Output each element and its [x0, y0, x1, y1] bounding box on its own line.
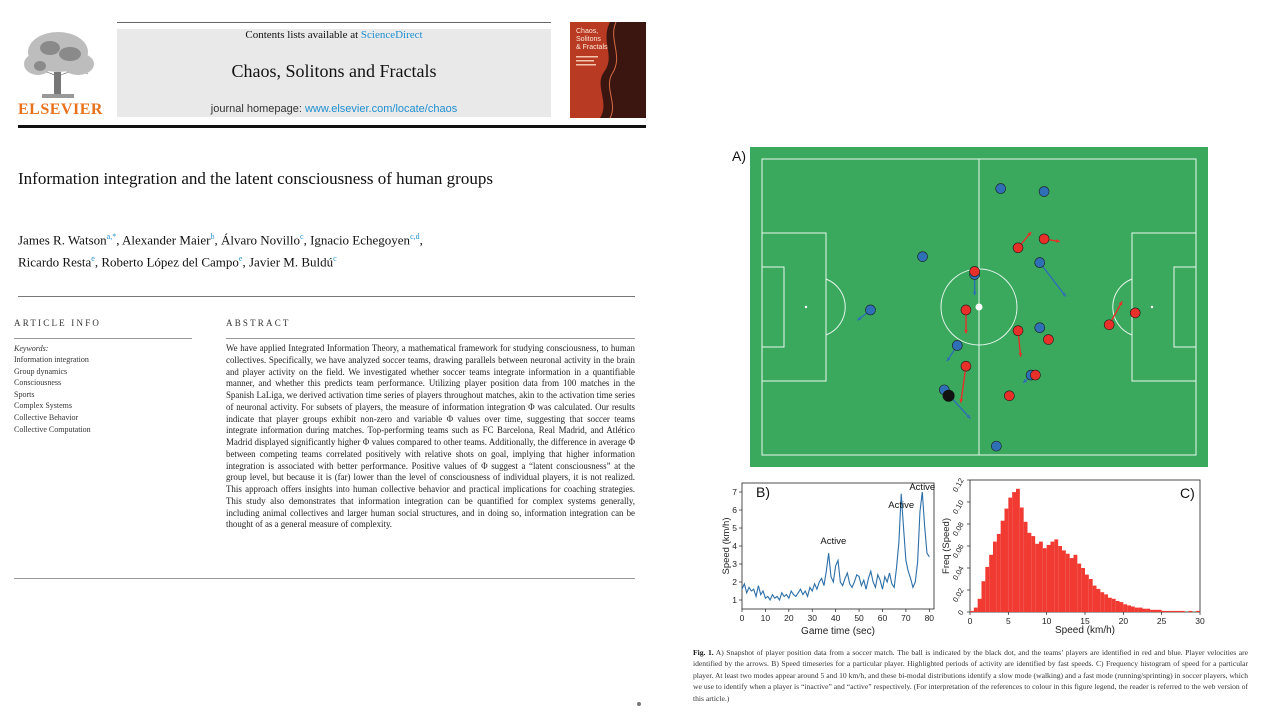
- author-separator: ,: [116, 232, 122, 248]
- histogram-bar: [1070, 558, 1074, 612]
- x-tick-label: 20: [1118, 616, 1129, 626]
- red-player-marker: [1104, 320, 1114, 330]
- elsevier-tree-logo-icon: [18, 28, 98, 100]
- author-name: Ignacio Echegoyen: [310, 232, 411, 248]
- histogram-bar: [1028, 533, 1032, 612]
- cover-title-line-2: Solitons: [576, 36, 601, 43]
- x-tick-label: 60: [877, 613, 888, 623]
- red-player-marker: [1013, 243, 1023, 253]
- histogram-bar: [1089, 579, 1093, 612]
- histogram-bar: [1166, 611, 1170, 612]
- page-dot: [637, 702, 641, 706]
- panel-c-label: C): [1180, 485, 1195, 501]
- histogram-bar: [1093, 586, 1097, 612]
- paper-title: Information integration and the latent consciousness of human groups: [18, 169, 493, 188]
- histogram-bar: [1043, 548, 1047, 612]
- red-player-marker: [1130, 308, 1140, 318]
- y-tick-label: 0.04: [950, 564, 966, 582]
- cover-title-line-1: Chaos,: [576, 28, 599, 35]
- histogram-bar: [1169, 611, 1173, 612]
- cover-title-line-3: & Fractals: [576, 44, 608, 51]
- contents-prefix: Contents lists available at: [245, 29, 361, 41]
- histogram-bar: [982, 581, 986, 612]
- histogram-bar: [1158, 610, 1162, 612]
- elsevier-wordmark: ELSEVIER: [18, 101, 103, 118]
- sciencedirect-link[interactable]: ScienceDirect: [360, 29, 423, 41]
- histogram-bar: [1143, 609, 1147, 612]
- y-axis-label: Speed (km/h): [721, 517, 732, 575]
- histogram-bar: [1154, 610, 1158, 612]
- x-axis-label: Speed (km/h): [1054, 625, 1116, 636]
- y-tick-label: 0.02: [950, 586, 966, 604]
- histogram-bar: [1116, 601, 1120, 612]
- caption-label: Fig. 1.: [693, 648, 714, 657]
- caption-text: A) Snapshot of player position data from a soccer match. The ball is indicated by the black dot, and the teams’ players are identified in red and blue. Player velocities are identified by the arrows. B) Speed timeseries for a particular player. Highlighted periods of activity are identified by fast speeds. C) Frequency histogram of speed for a particular player. At least two modes appear around 5 and 10 km/h, and these bi-modal distributions identify a slow mode (walking) and a fast mode (running/sprinting) in soccer players, which we use to identify when a player is “inactive” and “active” respectively. (For interpretation of the references to colour in this figure legend, the reader is referred to the web version of this article.): [693, 648, 1248, 703]
- histogram-bar: [1031, 536, 1035, 612]
- keyword-item: Consciousness: [14, 378, 62, 388]
- author-separator: ,: [419, 232, 423, 248]
- x-tick-label: 5: [1005, 616, 1011, 626]
- histogram-bar: [997, 534, 1001, 612]
- author-affiliation-link[interactable]: a,*: [106, 232, 117, 241]
- author-affiliation-link[interactable]: e: [238, 254, 243, 264]
- histogram-bar: [1120, 602, 1124, 612]
- red-player-marker: [1030, 370, 1040, 380]
- histogram-bar: [1139, 608, 1143, 612]
- red-player-marker: [1004, 391, 1014, 401]
- histogram-bar: [1085, 575, 1089, 612]
- x-tick-label: 30: [1195, 616, 1205, 626]
- panel-b-label: B): [756, 484, 770, 500]
- y-tick-label: 7: [732, 487, 737, 497]
- y-axis-label: Freq (Speed): [941, 518, 952, 574]
- red-player-marker: [961, 305, 971, 315]
- histogram-bar: [1005, 509, 1009, 612]
- blue-player-marker: [1035, 258, 1045, 268]
- x-tick-label: 50: [854, 613, 864, 623]
- red-player-marker: [1039, 234, 1049, 244]
- y-tick-label: 0.06: [950, 542, 966, 560]
- author-affiliation-link[interactable]: e: [91, 254, 95, 264]
- speed-timeseries-chart: [720, 477, 940, 642]
- article-info-rule: [14, 338, 192, 339]
- author-name: Javier M. Buldú: [248, 254, 334, 270]
- x-axis-label: Game time (sec): [801, 626, 875, 637]
- red-player-marker: [1013, 326, 1023, 336]
- keywords-list: [14, 354, 194, 435]
- histogram-bar: [1062, 550, 1066, 612]
- y-tick-label: 1: [732, 595, 737, 605]
- histogram-bar: [1054, 539, 1058, 612]
- histogram-bar: [1047, 545, 1051, 612]
- homepage-prefix: journal homepage:: [210, 103, 305, 115]
- abstract-heading: ABSTRACT: [226, 318, 291, 328]
- contents-line: [117, 29, 551, 41]
- histogram-bar: [1097, 589, 1101, 612]
- keyword-item: Group dynamics: [14, 366, 68, 376]
- soccer-pitch-snapshot: [750, 147, 1208, 467]
- x-tick-label: 0: [967, 616, 973, 626]
- author-name: James R. Watson: [18, 232, 107, 248]
- histogram-bar: [1024, 522, 1028, 612]
- author-list: [18, 227, 578, 272]
- author-name: Alexander Maier: [122, 232, 211, 248]
- author-separator: ,: [214, 232, 221, 248]
- x-tick-label: 25: [1156, 616, 1167, 626]
- histogram-bar: [1196, 611, 1200, 612]
- x-tick-label: 80: [924, 613, 935, 623]
- active-annotation: Active: [888, 500, 915, 512]
- y-tick-label: 5: [732, 523, 737, 533]
- histogram-bar: [1077, 564, 1081, 612]
- keyword-item: Collective Computation: [14, 424, 91, 434]
- y-tick-label: 2: [732, 577, 737, 587]
- blue-player-marker: [952, 340, 962, 350]
- homepage-link[interactable]: www.elsevier.com/locate/chaos: [304, 103, 458, 115]
- histogram-bar: [1058, 546, 1062, 612]
- histogram-bar: [1108, 598, 1112, 612]
- blue-player-marker: [918, 252, 928, 262]
- histogram-bar: [1074, 555, 1078, 612]
- red-player-marker: [1043, 335, 1053, 345]
- author-separator: ,: [94, 254, 102, 270]
- histogram-bar: [1173, 611, 1177, 612]
- header-rule-bottom: [18, 125, 646, 128]
- center-ball-marker: [976, 304, 983, 311]
- histogram-bar: [1051, 542, 1055, 612]
- y-tick-label: 0: [955, 608, 966, 617]
- keywords-label: Keywords:: [14, 344, 49, 353]
- active-annotation: Active: [909, 482, 936, 494]
- abstract-bottom-rule: [14, 578, 635, 579]
- x-tick-label: 30: [807, 613, 817, 623]
- x-tick-label: 20: [784, 613, 794, 623]
- histogram-bar: [1127, 605, 1131, 612]
- author-separator: ,: [242, 254, 249, 270]
- header-rule-top: [117, 22, 551, 23]
- keyword-item: Collective Behavior: [14, 412, 79, 422]
- speed-histogram-chart: [938, 470, 1208, 640]
- histogram-bar: [1112, 599, 1116, 612]
- histogram-bar: [1039, 542, 1043, 612]
- active-annotation: Active: [820, 536, 847, 548]
- journal-cover-image: [570, 22, 646, 118]
- histogram-bar: [978, 599, 982, 612]
- author-line-2: [18, 249, 578, 271]
- histogram-bar: [1020, 508, 1024, 613]
- blue-player-marker: [1035, 323, 1045, 333]
- x-tick-label: 10: [1041, 616, 1052, 626]
- author-name: Roberto López del Campo: [101, 254, 239, 270]
- y-tick-label: 4: [732, 541, 737, 551]
- author-separator: ,: [303, 232, 311, 248]
- homepage-line: [117, 103, 551, 115]
- x-tick-label: 40: [830, 613, 841, 623]
- blue-player-marker: [991, 441, 1001, 451]
- figure-caption: [693, 647, 1248, 704]
- author-affiliation-link[interactable]: b: [210, 232, 215, 241]
- histogram-bar: [1066, 554, 1070, 612]
- journal-title: Chaos, Solitons and Fractals: [231, 61, 437, 81]
- article-info-heading: ARTICLE INFO: [14, 318, 102, 328]
- histogram-bar: [1016, 489, 1020, 612]
- histogram-bar: [1181, 611, 1185, 612]
- histogram-bar: [1035, 544, 1039, 612]
- author-affiliation-link[interactable]: c: [300, 232, 304, 241]
- red-player-marker: [970, 266, 980, 276]
- histogram-bar: [1162, 611, 1166, 612]
- author-affiliation-link[interactable]: c,d: [410, 232, 420, 241]
- histogram-bar: [993, 542, 997, 612]
- y-tick-label: 0.08: [950, 520, 966, 538]
- y-tick-label: 0.12: [950, 476, 966, 494]
- histogram-bar: [1100, 592, 1104, 612]
- keyword-item: Sports: [14, 389, 35, 399]
- y-tick-label: 3: [732, 559, 737, 569]
- histogram-bar: [1012, 492, 1016, 612]
- histogram-bar: [1150, 610, 1154, 612]
- red-player-marker: [961, 361, 971, 371]
- blue-player-marker: [996, 184, 1006, 194]
- histogram-bar: [1008, 498, 1012, 612]
- blue-player-marker: [1039, 187, 1049, 197]
- ball-marker: [943, 390, 955, 402]
- x-tick-label: 70: [901, 613, 911, 623]
- blue-player-marker: [866, 305, 876, 315]
- author-name: Álvaro Novillo: [220, 232, 301, 248]
- histogram-bar: [974, 608, 978, 612]
- histogram-bar: [1104, 594, 1108, 612]
- y-tick-label: 0.10: [950, 498, 966, 516]
- histogram-bar: [1131, 607, 1135, 613]
- x-tick-label: 0: [739, 613, 745, 623]
- abstract-rule: [226, 338, 635, 339]
- keyword-item: Complex Systems: [14, 401, 73, 411]
- x-tick-label: 10: [760, 613, 771, 623]
- author-affiliation-link[interactable]: c: [333, 254, 337, 264]
- histogram-bar: [989, 555, 993, 612]
- keyword-item: Information integration: [14, 355, 89, 364]
- x-tick-label: 15: [1080, 616, 1090, 626]
- histogram-bar: [1123, 604, 1127, 612]
- author-name: Ricardo Resta: [18, 254, 92, 270]
- histogram-bar: [1146, 609, 1150, 612]
- abstract-text: We have applied Integrated Information Theory, a mathematical framework for studying consciousness, to human collectives. Specifically, we have analyzed soccer teams, drawing parallels between neuronal activity in the brain and player activity on the field. We investigated whether soccer teams integrate information in a quantifiable manner, and whether this predicts team performance. Utilizing player position data from 100 matches in the Spanish LaLiga, we derived activation time series of players throughout matches, akin to the activation time series of neuronal activity. For subsets of players, the measure of information integration Φ was calculated. Our results indicate that player groups exhibit non-zero and variable Φ values over time, suggesting that soccer teams integrate information during matches. Top-performing teams such as FC Barcelona, Real Madrid, and Atlético Madrid displayed significantly higher Φ values compared to other teams. Additionally, the difference in average Φ between competing teams correlated positively with relative shots on goal, implying that higher information integration is associated with better performance. Positive values of Φ suggest a “latent consciousness” at the group level, but because it is (far) lower than the level of consciousness of individual players, it is not realized. This approach offers insights into human collective behavior and practical implications for coaching strategies. This study also demonstrates that information integration can be quantified for complex systems generally, including animal collectives and larger human social structures, and in doing so, information integration can be thought of as a general measure of complexity.: [226, 343, 635, 530]
- histogram-bar: [1135, 608, 1139, 612]
- histogram-bar: [1081, 568, 1085, 612]
- panel-a-label: A): [732, 148, 746, 164]
- author-line-1: [18, 227, 578, 249]
- histogram-bar: [970, 611, 974, 612]
- histogram-bar: [1177, 611, 1181, 612]
- histogram-bar: [1001, 521, 1005, 612]
- y-tick-label: 6: [732, 505, 737, 515]
- histogram-bar: [985, 567, 989, 612]
- histogram-bar: [1189, 611, 1193, 612]
- section-separator: [18, 296, 635, 297]
